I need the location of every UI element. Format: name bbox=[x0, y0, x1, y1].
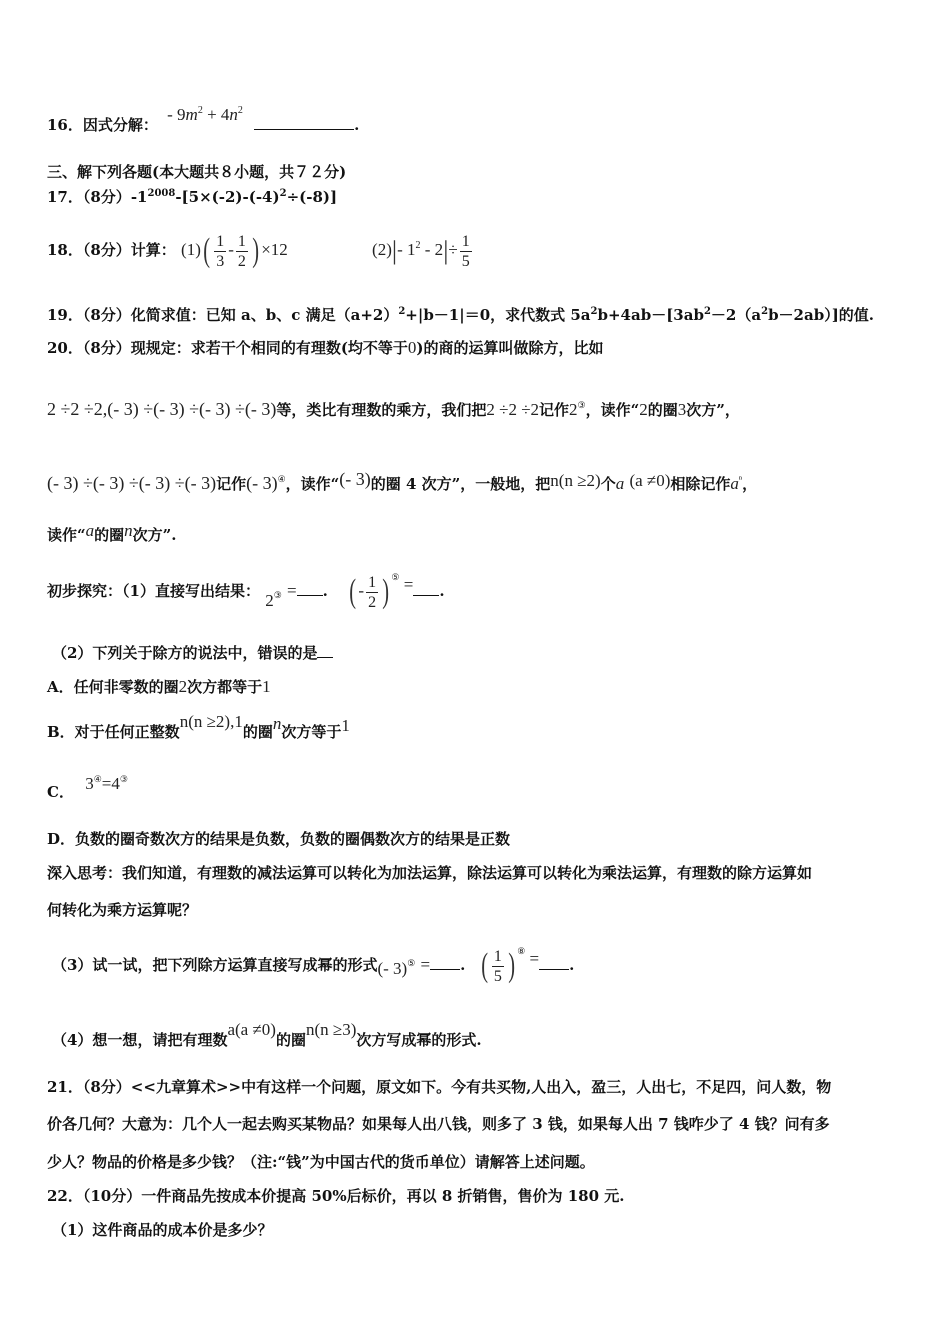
question-22-line-1: 22．（10分）一件商品先按成本价提高 50%后标价，再以 8 折销售，售价为 180 元. bbox=[47, 1187, 625, 1205]
question-18: 18．（8分）计算： (1)( $\frac{1}{3}$ - $\frac{1}{2}$ ) ×12 (2)|- $1^2 - 2|\div$ $\frac{1}{5}$ bbox=[47, 228, 474, 272]
question-20-intro: 20．（8分）现规定：求若干个相同的有理数(均不等于0)的商的运算叫做除方，比如 bbox=[47, 338, 604, 357]
option-c-expression: 3④=4③ bbox=[85, 774, 128, 793]
part-2-question: （2）下列关于除方的说法中，错误的是 bbox=[52, 643, 333, 663]
section-3-heading: 三、解下列各题(本大题共８小题，共７２分) bbox=[47, 163, 347, 181]
question-20-reading-line: 读作“a的圈n次方”. bbox=[47, 521, 177, 544]
part-3-blank-1 bbox=[430, 955, 460, 970]
question-21-line-1: 21．（8分）<<九章算术>>中有这样一个问题，原文如下。今有共买物,人出入，盈三，人出七，不足四，问人数，物 bbox=[47, 1078, 832, 1096]
part-2-blank bbox=[317, 643, 333, 658]
explore-part-1: 初步探究：（1）直接写出结果： 2③ = . ( - $\frac{1}{2}$ ) ⑤ = . bbox=[47, 572, 445, 611]
part-3-blank-2 bbox=[539, 955, 569, 970]
question-20-definition-line: (- 3) ÷(- 3) ÷(- 3) ÷(- 3)记作(- 3)④，读作“(- 3)的圈 4 次方”，一般地，把n(n ≥2)个a (a ≠0)相除记作$a^{^n}$， bbox=[47, 469, 758, 493]
option-b: B．对于任何正整数n(n ≥2),1的圈n次方等于1 bbox=[47, 712, 350, 741]
question-19: 19．（8分）化简求值：已知 a、b、c 满足$(a+2)^2+|b-1|=0$，求代数式 $5a^2b+4ab-[3ab^2-2(a^2b-2ab)]$的值. bbox=[47, 306, 875, 324]
part-3-fraction-expression: ( $\frac{1}{5}$ ) ⑧ bbox=[480, 946, 526, 985]
explore-blank-2 bbox=[413, 581, 439, 596]
question-16: 16．因式分解： - $9m^2 + 4n^2$ . bbox=[47, 105, 360, 134]
option-d: D．负数的圈奇数次方的结果是负数，负数的圈偶数次方的结果是正数 bbox=[47, 830, 511, 848]
q18-part1-expression: (1)( $\frac{1}{3}$ - $\frac{1}{2}$ ) ×12 bbox=[181, 232, 288, 270]
question-17: 17．（8分）$-1^{2008}-[5\times(-2)-(-4)^2\div(-8)]$ bbox=[47, 188, 338, 206]
q18-part2-expression: (2)|- $1^2 - 2|\div$ $\frac{1}{5}$ bbox=[372, 232, 470, 270]
question-21-line-2: 价各几何？大意为：几个人一起去购买某物品？如果每人出八钱，则多了 3 钱，如果每人出 7 钱咋少了 4 钱？问有多 bbox=[47, 1115, 830, 1133]
question-22-line-2: （1）这件商品的成本价是多少？ bbox=[52, 1221, 273, 1239]
deep-thinking-line-2: 何转化为乘方运算呢？ bbox=[47, 901, 198, 919]
part-3-question: （3）试一试，把下列除方运算直接写成幂的形式(- 3)⑤ = . ( $\frac{1}{5}$ ) ⑧ = . bbox=[52, 946, 575, 985]
part-4-question: （4）想一想，请把有理数a(a ≠0)的圈n(n ≥3)次方写成幂的形式. bbox=[52, 1020, 482, 1049]
explore-blank-1 bbox=[297, 581, 323, 596]
q16-expression: - $9m^2 + 4n^2$ bbox=[167, 105, 243, 124]
q16-answer-blank bbox=[254, 115, 354, 130]
question-21-line-3: 少人？物品的价格是多少钱？（注:“钱”为中国古代的货币单位）请解答上述问题。 bbox=[47, 1153, 595, 1171]
q16-label: 16．因式分解： bbox=[47, 116, 158, 134]
option-c: C． 3④=4③ bbox=[47, 774, 128, 801]
deep-thinking-line-1: 深入思考：我们知道，有理数的减法运算可以转化为加法运算，除法运算可以转化为乘法运算，有理数的除方运算如 bbox=[47, 864, 813, 882]
explore-fraction-expression: ( - $\frac{1}{2}$ ) ⑤ bbox=[349, 572, 400, 611]
option-a: A．任何非零数的圈2次方都等于1 bbox=[47, 677, 271, 696]
question-20-example-line: 2 ÷2 ÷2,(- 3) ÷(- 3) ÷(- 3) ÷(- 3)等，类比有理数的乘方，我们把2 ÷2 ÷2记作2③，读作“2的圈3次方”， bbox=[47, 399, 740, 419]
